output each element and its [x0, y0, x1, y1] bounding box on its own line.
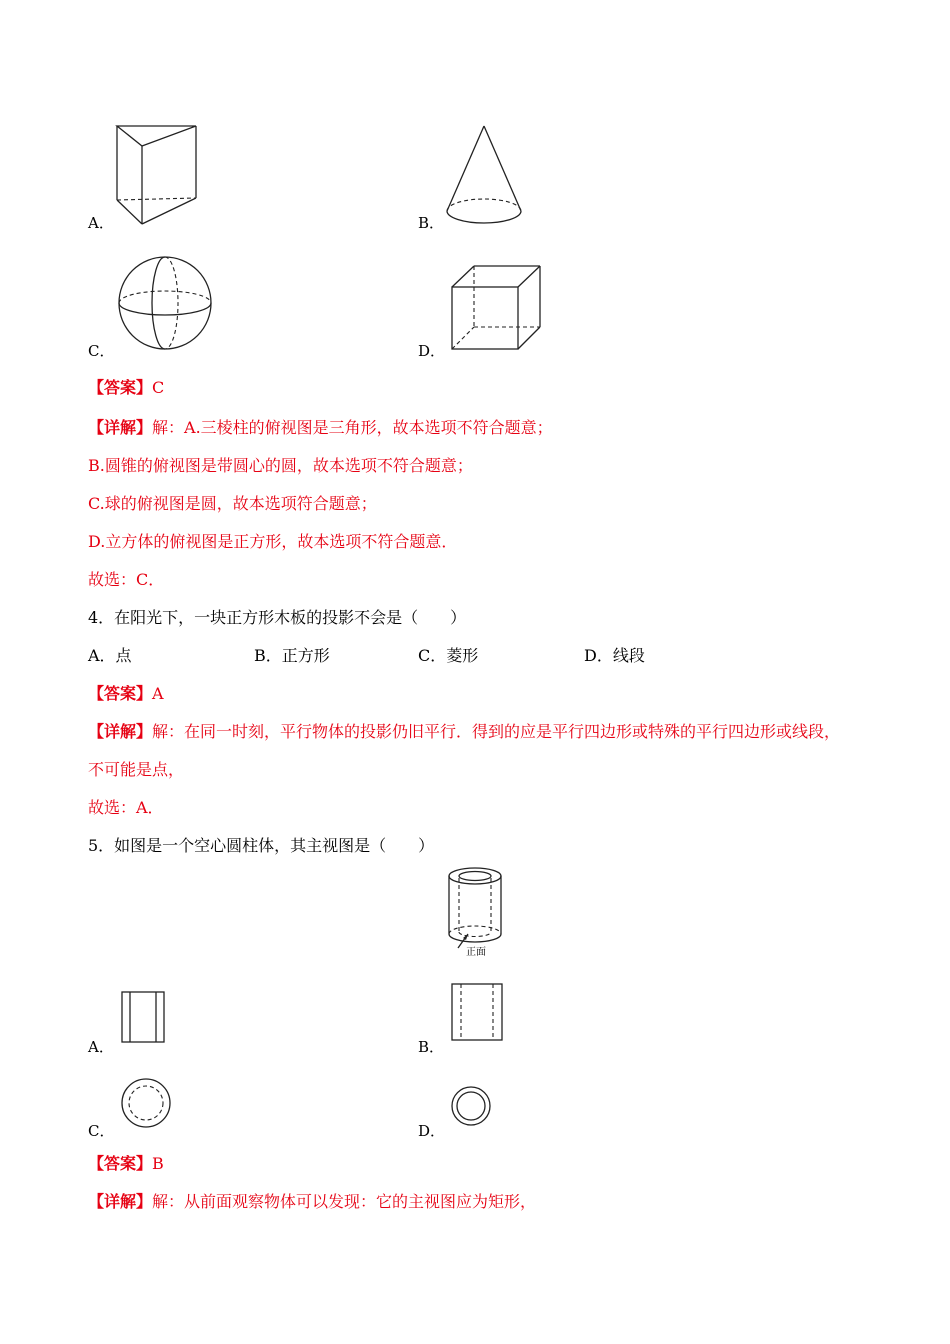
detail-tag: 【详解】: [88, 418, 153, 437]
sphere-figure: [115, 255, 219, 355]
q4-choice-c[interactable]: C．菱形: [418, 646, 479, 665]
q5-option-b-label[interactable]: B．: [418, 1038, 445, 1056]
detail-text: 解：从前面观察物体可以发现：它的主视图应为矩形，: [152, 1192, 537, 1211]
answer-tag: 【答案】: [88, 684, 153, 703]
q3-detail-line-4: D.立方体的俯视图是正方形，故本选项不符合题意．: [88, 532, 458, 551]
q3-option-c-label[interactable]: C．: [88, 342, 115, 360]
cone-figure: [442, 123, 526, 227]
q4-choice-b[interactable]: B．正方形: [254, 646, 330, 665]
answer-value: A: [152, 684, 164, 703]
answer-tag: 【答案】: [88, 378, 153, 397]
q5-option-d-figure: [450, 1085, 494, 1129]
q5-option-b-figure: [450, 982, 506, 1044]
detail-tag: 【详解】: [88, 722, 153, 741]
detail-text: 解：A.三棱柱的俯视图是三角形，故本选项不符合题意；: [152, 418, 553, 437]
answer-tag: 【答案】: [88, 1154, 153, 1173]
q4-stem: 4．在阳光下，一块正方形木板的投影不会是（ ）: [88, 608, 467, 627]
q4-conclusion: 故选：A．: [88, 798, 164, 817]
cube-figure: [448, 263, 544, 353]
q3-detail-line-3: C.球的俯视图是圆，故本选项符合题意；: [88, 494, 377, 513]
q4-detail-line-2: 不可能是点，: [88, 760, 185, 779]
q5-option-d-label[interactable]: D．: [418, 1122, 446, 1140]
q5-detail-line-1: [88, 1192, 536, 1212]
q4-detail-line-1: [88, 722, 840, 742]
front-view-caption: 正面: [466, 947, 486, 958]
q4-choice-d[interactable]: D．线段: [584, 646, 645, 665]
q3-option-a-label[interactable]: A．: [88, 214, 114, 232]
q3-detail-line-1: [88, 418, 553, 438]
q4-answer: [88, 684, 164, 704]
q4-choice-a[interactable]: A．点: [88, 646, 132, 665]
q3-detail-line-2: B.圆锥的俯视图是带圆心的圆，故本选项不符合题意；: [88, 456, 473, 475]
q5-option-c-figure: [120, 1077, 174, 1131]
q3-option-d-label[interactable]: D．: [418, 342, 446, 360]
detail-text: 解：在同一时刻，平行物体的投影仍旧平行．得到的应是平行四边形或特殊的平行四边形或线段，: [152, 722, 841, 741]
answer-value: C: [152, 378, 165, 397]
q5-stem: 5．如图是一个空心圆柱体，其主视图是（ ）: [88, 836, 435, 855]
answer-value: B: [152, 1154, 164, 1173]
triangular-prism-figure: [112, 122, 202, 228]
q5-option-c-label[interactable]: C．: [88, 1122, 115, 1140]
hollow-cylinder-figure: [444, 866, 506, 954]
q5-option-a-label[interactable]: A．: [88, 1038, 114, 1056]
q5-answer: [88, 1154, 164, 1174]
q3-option-b-label[interactable]: B．: [418, 214, 445, 232]
detail-tag: 【详解】: [88, 1192, 153, 1211]
q3-conclusion: 故选：C．: [88, 570, 165, 589]
q3-answer: [88, 378, 164, 398]
q5-option-a-figure: [120, 990, 168, 1046]
